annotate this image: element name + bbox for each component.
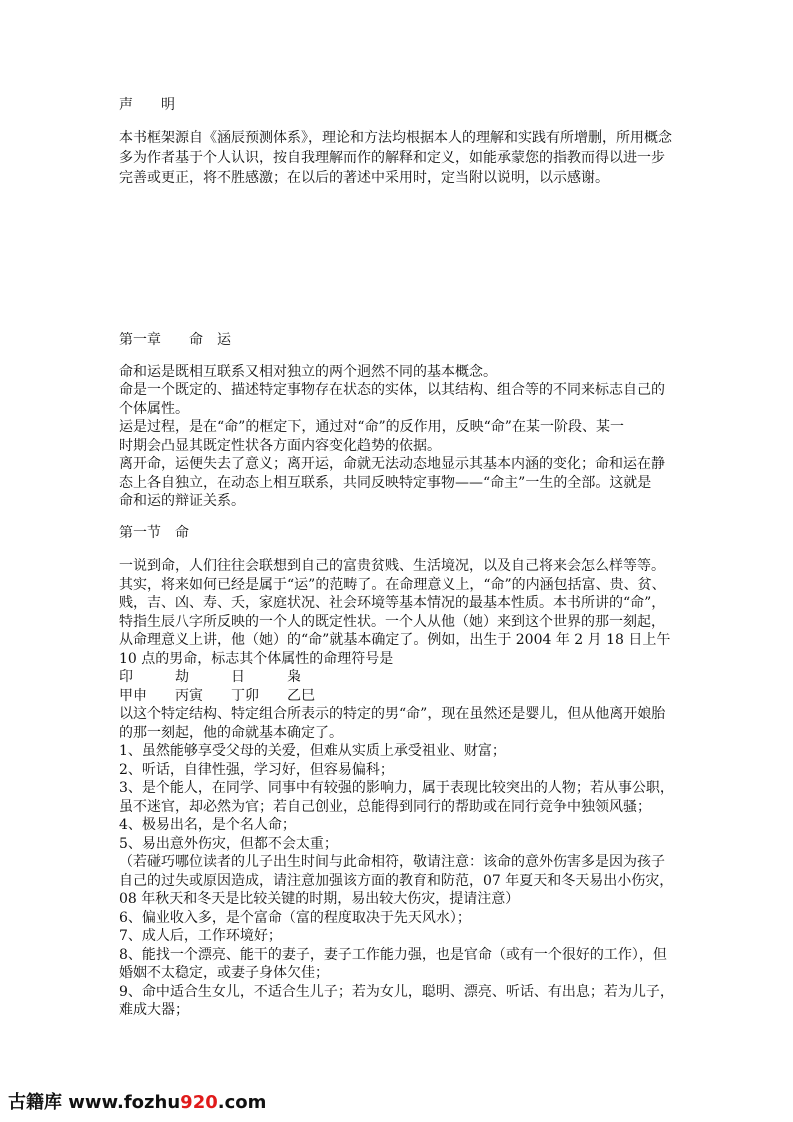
note-line: 08 年秋天和冬天是比较关键的时期，易出较大伤灾，提请注意）: [119, 891, 520, 907]
chapter-line: 态上各自独立，在动态上相互联系，共同反映特定事物——“命主”一生的全部。这就是: [119, 475, 652, 491]
chapter-line: 离开命，运便失去了意义；离开运，命就无法动态地显示其基本内涵的变化；命和运在静: [119, 456, 665, 472]
chapter-line: 时期会凸显其既定性状各方面内容变化趋势的依据。: [119, 438, 441, 454]
section-line: 10 点的男命，标志其个体属性的命理符号是: [119, 651, 394, 667]
list-item: 6、偏业收入多，是个富命（富的程度取决于先天风水）；: [119, 910, 471, 926]
section-line: 从命理意义上讲，他（她）的“命”就基本确定了。例如，出生于 2004 年 2 月 18 日上午: [119, 632, 671, 648]
site-url-accent: 920: [180, 1092, 218, 1113]
list-item: 4、极易出名，是个名人命；: [119, 817, 296, 833]
section-line: 其实，将来如何已经是属于“运”的范畴了。在命理意义上，“命”的内涵包括富、贵、贫、: [119, 577, 666, 593]
chapter-line: 命和运是既相互联系又相对独立的两个迥然不同的基本概念。: [119, 364, 497, 380]
list-item: 9、命中适合生女儿，不适合生儿子；若为女儿，聪明、漂亮、听话、有出息；若为儿子，: [119, 984, 674, 1000]
chapter-title: 第一章 命 运: [119, 332, 231, 348]
bazi-pillar-row: 甲申 丙寅 丁卯 乙巳: [119, 688, 315, 704]
list-item: 3、是个能人，在同学、同事中有较强的影响力，属于表现比较突出的人物；若从事公职，: [119, 780, 674, 796]
chapter-line: 命和运的辩证关系。: [119, 493, 245, 509]
list-item: 虽不迷官，却必然为官；若自己创业，总能得到同行的帮助或在同行竞争中独领风骚；: [119, 799, 651, 815]
declaration-line: 完善或更正，将不胜感激；在以后的著述中采用时，定当附以说明，以示感谢。: [119, 170, 609, 186]
section-title: 第一节 命: [119, 525, 189, 541]
section-line: 一说到命，人们往往会联想到自己的富贵贫贱、生活境况，以及自己将来会怎么样等等。: [119, 558, 665, 574]
declaration-title: 声 明: [119, 97, 175, 113]
site-watermark[interactable]: [8, 1088, 266, 1116]
site-url-prefix: www.fozhu: [68, 1092, 181, 1113]
note-line: 自己的过失或原因造成，请注意加强该方面的教育和防范，07 年夏天和冬天易出小伤灾，: [119, 873, 674, 889]
declaration-line: 本书框架源自《涵辰预测体系》，理论和方法均根据本人的理解和实践有所增删，所用概念: [119, 130, 672, 146]
chapter-line: 运是过程，是在“命”的框定下，通过对“命”的反作用，反映“命”在某一阶段、某一: [119, 419, 624, 435]
site-url-suffix: .com: [217, 1092, 267, 1113]
chapter-line: 命是一个既定的、描述特定事物存在状态的实体，以其结构、组合等的不同来标志自己的: [119, 382, 665, 398]
section-line: 特指生辰八字所反映的一个人的既定性状。一个人从他（她）来到这个世界的那一刻起，: [119, 614, 665, 630]
list-item: 5、易出意外伤灾，但都不会太重；: [119, 836, 338, 852]
chapter-line: 个体属性。: [119, 401, 189, 417]
section-line: 以这个特定结构、特定组合所表示的特定的男“命”，现在虽然还是婴儿，但从他离开娘胎: [119, 706, 666, 722]
declaration-line: 多为作者基于个人认识，按自我理解而作的解释和定义，如能承蒙您的指教而得以进一步: [119, 150, 665, 166]
section-line: 的那一刻起，他的命就基本确定了。: [119, 725, 343, 741]
section-line: 贱，吉、凶、寿、夭，家庭状况、社会环境等基本情况的最基本性质。本书所讲的“命”，: [119, 595, 666, 611]
site-name: 古籍库: [8, 1092, 62, 1113]
list-item: 婚姻不太稳定，或妻子身体欠佳；: [119, 965, 329, 981]
bazi-role-row: 印 劫 日 枭: [119, 669, 301, 685]
list-item: 7、成人后，工作环境好；: [119, 928, 282, 944]
note-line: （若碰巧哪位读者的儿子出生时间与此命相符，敬请注意：该命的意外伤害多是因为孩子: [119, 854, 665, 870]
list-item: 2、听话，自律性强，学习好，但容易偏科；: [119, 762, 394, 778]
list-item: 难成大器；: [119, 1002, 189, 1018]
list-item: 1、虽然能够享受父母的关爱，但难从实质上承受祖业、财富；: [119, 743, 506, 759]
list-item: 8、能找一个漂亮、能干的妻子，妻子工作能力强，也是官命（或有一个很好的工作），但: [119, 947, 667, 963]
